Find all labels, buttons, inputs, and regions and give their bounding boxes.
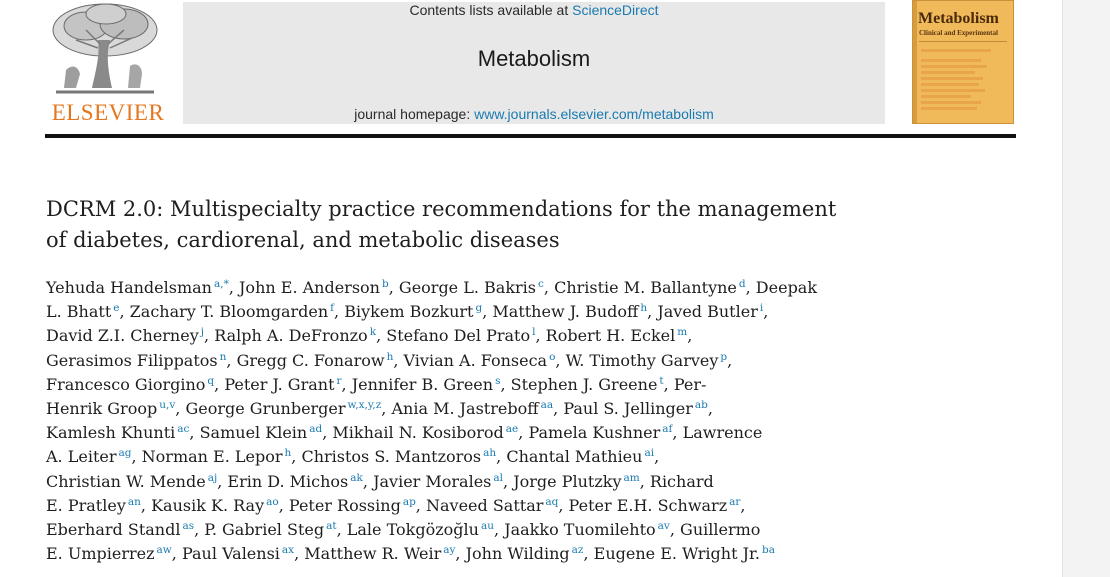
author-name[interactable]: Pamela Kushner	[528, 423, 661, 443]
scroll-margin	[1062, 0, 1110, 577]
affiliation-link[interactable]: h	[386, 350, 394, 363]
affiliation-link[interactable]: h	[284, 447, 292, 460]
affiliation-link[interactable]: at	[326, 519, 337, 532]
author-line	[46, 349, 946, 373]
affiliation-link[interactable]: af	[662, 423, 673, 436]
affiliation-link[interactable]: n	[219, 350, 227, 363]
author-name[interactable]: E. Pratley	[46, 495, 126, 515]
author-name[interactable]: Mikhail N. Kosiborod	[332, 423, 504, 443]
author-name[interactable]: John Wilding	[465, 544, 570, 564]
affiliation-link[interactable]: j	[200, 326, 205, 339]
affiliation-link[interactable]: ar	[729, 495, 741, 508]
affiliation-link[interactable]: h	[640, 302, 648, 315]
author-separator: ,	[388, 278, 394, 297]
scroll-margin-edge	[1062, 0, 1063, 577]
affiliation-link[interactable]: ax	[281, 544, 295, 557]
author-separator: ,	[119, 302, 125, 322]
author-separator: ,	[543, 278, 549, 297]
author-name[interactable]: Gregg C. Fonarow	[236, 350, 385, 370]
affiliation-link[interactable]: ao	[266, 495, 279, 508]
author-separator: ,	[228, 278, 234, 297]
affiliation-link[interactable]: a,*	[213, 278, 229, 290]
cover-spine	[913, 1, 917, 124]
author-separator: ,	[322, 423, 328, 443]
author-name[interactable]: John E. Anderson	[239, 278, 380, 297]
homepage-link[interactable]: www.journals.elsevier.com/metabolism	[474, 106, 714, 122]
author-name[interactable]: P. Gabriel Steg	[204, 519, 325, 539]
author-separator: ,	[553, 398, 559, 418]
author-separator: ,	[494, 519, 500, 539]
author-name[interactable]: Peter E.H. Schwarz	[568, 495, 728, 515]
author-separator: ,	[503, 471, 509, 491]
author-separator: ,	[763, 302, 769, 322]
author-separator: ,	[583, 544, 589, 564]
homepage-prefix: journal homepage:	[354, 106, 475, 122]
cover-text-line	[921, 59, 981, 62]
affiliation-link[interactable]: ag	[118, 447, 132, 460]
sciencedirect-link[interactable]: ScienceDirect	[572, 2, 659, 18]
affiliation-link[interactable]: d	[738, 278, 746, 290]
author-separator: ,	[362, 471, 368, 491]
affiliation-link[interactable]: t	[659, 374, 664, 387]
author-separator: ,	[131, 447, 137, 467]
author-name[interactable]: Stephen J. Greene	[510, 374, 658, 394]
author-separator: ,	[663, 374, 669, 394]
cover-text-line	[921, 77, 983, 80]
author-name[interactable]: George L. Bakris	[398, 278, 536, 297]
affiliation-link[interactable]: g	[475, 302, 483, 315]
author-line	[46, 373, 946, 397]
affiliation-link[interactable]: e	[113, 302, 120, 315]
author-separator: ,	[204, 326, 210, 346]
author-name[interactable]: Christian W. Mende	[46, 471, 206, 491]
affiliation-link[interactable]: k	[369, 326, 377, 339]
affiliation-link[interactable]: p	[720, 350, 728, 363]
affiliation-link[interactable]: q	[207, 374, 215, 387]
tree-icon	[46, 0, 164, 100]
author-name[interactable]: A. Leiter	[46, 447, 117, 467]
author-name[interactable]: George Grunberger	[185, 398, 346, 418]
cover-text-line	[921, 89, 985, 92]
author-separator: ,	[482, 302, 488, 322]
author-line	[46, 542, 946, 566]
author-separator: ,	[341, 374, 347, 394]
author-separator: ,	[672, 423, 678, 443]
author-name[interactable]: Deepak	[755, 278, 818, 297]
affiliation-link[interactable]: f	[330, 302, 335, 315]
author-separator: ,	[500, 374, 506, 394]
cover-text-line	[921, 65, 987, 68]
affiliation-link[interactable]: ai	[644, 447, 655, 460]
affiliation-link[interactable]: aa	[540, 398, 554, 411]
affiliation-link[interactable]: az	[571, 544, 584, 557]
author-name[interactable]: Francesco Giorgino	[46, 374, 206, 394]
author-name[interactable]: Javier Morales	[373, 471, 492, 491]
author-name[interactable]: Jennifer B. Green	[351, 374, 494, 394]
author-separator: ,	[727, 350, 733, 370]
author-separator: ,	[647, 302, 653, 322]
author-separator: ,	[334, 302, 340, 322]
author-name[interactable]: Per-	[673, 374, 707, 394]
affiliation-link[interactable]: aw	[156, 544, 172, 557]
author-name[interactable]: Erin D. Michos	[227, 471, 349, 491]
journal-cover-thumbnail[interactable]	[912, 0, 1014, 124]
cover-subtitle: Clinical and Experimental	[919, 29, 998, 37]
author-separator: ,	[278, 495, 284, 515]
author-name[interactable]: L. Bhatt	[46, 302, 112, 322]
affiliation-link[interactable]: b	[381, 278, 389, 290]
journal-title: Metabolism	[477, 46, 591, 71]
header-divider	[45, 134, 1016, 138]
contents-availability	[183, 2, 885, 18]
author-separator: ,	[214, 374, 220, 394]
author-separator: ,	[654, 447, 660, 467]
author-separator: ,	[393, 350, 399, 370]
author-list	[46, 276, 946, 566]
title-line: of diabetes, cardiorenal, and metabolic diseases	[46, 228, 560, 252]
author-separator: ,	[226, 350, 232, 370]
author-name[interactable]: Matthew J. Budoff	[492, 302, 639, 322]
affiliation-link[interactable]: av	[657, 519, 670, 532]
author-line	[46, 494, 946, 518]
author-separator: ,	[558, 495, 564, 515]
contents-prefix: Contents lists available at	[409, 2, 573, 18]
author-separator: ,	[669, 519, 675, 539]
author-separator: ,	[336, 519, 342, 539]
affiliation-link[interactable]: ac	[177, 423, 190, 436]
elsevier-logo	[38, 0, 168, 130]
affiliation-link[interactable]: ad	[309, 423, 323, 436]
author-separator: ,	[415, 495, 421, 515]
cover-text-line	[921, 95, 971, 98]
author-separator: ,	[194, 519, 200, 539]
author-name[interactable]: Kamlesh Khunti	[46, 423, 176, 443]
author-name[interactable]: Ania M. Jastreboff	[391, 398, 539, 418]
author-name[interactable]: Lale Tokgözoğlu	[346, 519, 479, 539]
author-separator: ,	[455, 544, 461, 564]
affiliation-link[interactable]: am	[623, 471, 640, 484]
article-title	[46, 194, 946, 256]
author-name[interactable]: Samuel Klein	[199, 423, 308, 443]
author-line	[46, 324, 946, 348]
affiliation-link[interactable]: aq	[545, 495, 559, 508]
title-line: DCRM 2.0: Multispecialty practice recommendations for the management	[46, 197, 837, 221]
affiliation-link[interactable]: ah	[483, 447, 497, 460]
cover-rule	[919, 41, 1007, 42]
author-name[interactable]: Chantal Mathieu	[506, 447, 643, 467]
author-separator: ,	[291, 447, 297, 467]
author-name[interactable]: Robert H. Eckel	[545, 326, 676, 346]
author-separator: ,	[518, 423, 524, 443]
author-name[interactable]: Guillermo	[680, 519, 761, 539]
affiliation-link[interactable]: l	[532, 326, 536, 339]
author-separator: ,	[189, 423, 195, 443]
author-name[interactable]: Matthew R. Weir	[304, 544, 442, 564]
author-name[interactable]: Peter J. Grant	[224, 374, 335, 394]
cover-text-line	[921, 49, 991, 52]
cover-title: Metabolism	[918, 10, 999, 27]
author-line	[46, 445, 946, 469]
cover-text-line	[921, 101, 981, 104]
affiliation-link[interactable]: al	[493, 471, 504, 484]
author-separator: ,	[294, 544, 300, 564]
author-name[interactable]: Javed Butler	[657, 302, 758, 322]
author-separator: ,	[707, 398, 713, 418]
affiliation-link[interactable]: ae	[505, 423, 519, 436]
affiliation-link[interactable]: s	[495, 374, 501, 387]
author-name[interactable]: Paul Valensi	[181, 544, 280, 564]
author-separator: ,	[740, 495, 746, 515]
cover-text-line	[921, 83, 979, 86]
affiliation-link[interactable]: aj	[207, 471, 218, 484]
author-name[interactable]: Zachary T. Bloomgarden	[129, 302, 329, 322]
author-name[interactable]: David Z.I. Cherney	[46, 326, 199, 346]
affiliation-link[interactable]: ak	[350, 471, 363, 484]
author-name[interactable]: Jorge Plutzky	[513, 471, 622, 491]
author-line	[46, 421, 946, 445]
affiliation-link[interactable]: ab	[694, 398, 708, 411]
affiliation-link[interactable]: an	[127, 495, 141, 508]
author-name[interactable]: Vivian A. Fonseca	[403, 350, 548, 370]
affiliation-link[interactable]: u,v	[159, 398, 176, 411]
author-separator: ,	[639, 471, 645, 491]
author-name[interactable]: Eberhard Standl	[46, 519, 181, 539]
author-separator: ,	[381, 398, 387, 418]
author-separator: ,	[496, 447, 502, 467]
author-name[interactable]: Norman E. Lepor	[141, 447, 283, 467]
author-separator: ,	[140, 495, 146, 515]
author-separator: ,	[217, 471, 223, 491]
author-separator: ,	[555, 350, 561, 370]
author-name[interactable]: E. Umpierrez	[46, 544, 155, 564]
author-name[interactable]: Henrik Groop	[46, 398, 158, 418]
author-name[interactable]: Lawrence	[682, 423, 763, 443]
affiliation-link[interactable]: ba	[762, 544, 775, 557]
author-name[interactable]: Kausik K. Ray	[151, 495, 265, 515]
author-separator: ,	[376, 326, 382, 346]
author-separator: ,	[171, 544, 177, 564]
author-name[interactable]: Yehuda Handelsman	[46, 278, 212, 297]
author-name[interactable]: Christie M. Ballantyne	[554, 278, 737, 297]
affiliation-link[interactable]: w,x,y,z	[347, 398, 382, 411]
journal-banner	[183, 2, 885, 124]
cover-text-line	[921, 107, 977, 110]
author-separator: ,	[535, 326, 541, 346]
affiliation-link[interactable]: o	[549, 350, 556, 363]
affiliation-link[interactable]: m	[677, 326, 688, 339]
author-name[interactable]: Biykem Bozkurt	[344, 302, 474, 322]
author-line	[46, 470, 946, 494]
author-name[interactable]: Stefano Del Prato	[386, 326, 531, 346]
author-name[interactable]: Naveed Sattar	[425, 495, 544, 515]
elsevier-wordmark[interactable]: ELSEVIER	[51, 100, 165, 125]
author-name[interactable]: Christos S. Mantzoros	[301, 447, 482, 467]
author-name[interactable]: Ralph A. DeFronzo	[214, 326, 368, 346]
author-name[interactable]: Eugene E. Wright Jr.	[593, 544, 760, 564]
author-separator: ,	[745, 278, 751, 297]
affiliation-link[interactable]: i	[759, 302, 764, 315]
affiliation-link[interactable]: au	[480, 519, 494, 532]
author-line	[46, 397, 946, 421]
author-name[interactable]: Gerasimos Filippatos	[46, 350, 218, 370]
author-line	[46, 300, 946, 324]
author-separator: ,	[687, 326, 693, 346]
affiliation-link[interactable]: ap	[402, 495, 416, 508]
affiliation-link[interactable]: c	[538, 278, 544, 290]
author-name[interactable]: Paul S. Jellinger	[563, 398, 693, 418]
affiliation-link[interactable]: r	[336, 374, 342, 387]
author-line	[46, 276, 946, 300]
author-separator: ,	[175, 398, 181, 418]
cover-text-line	[921, 71, 975, 74]
author-name[interactable]: Richard	[649, 471, 714, 491]
journal-homepage	[183, 106, 885, 122]
author-name[interactable]: W. Timothy Garvey	[565, 350, 719, 370]
affiliation-link[interactable]: ay	[443, 544, 456, 557]
author-name[interactable]: Jaakko Tuomilehto	[504, 519, 656, 539]
author-name[interactable]: Peter Rossing	[288, 495, 401, 515]
affiliation-link[interactable]: as	[182, 519, 195, 532]
author-line	[46, 518, 946, 542]
